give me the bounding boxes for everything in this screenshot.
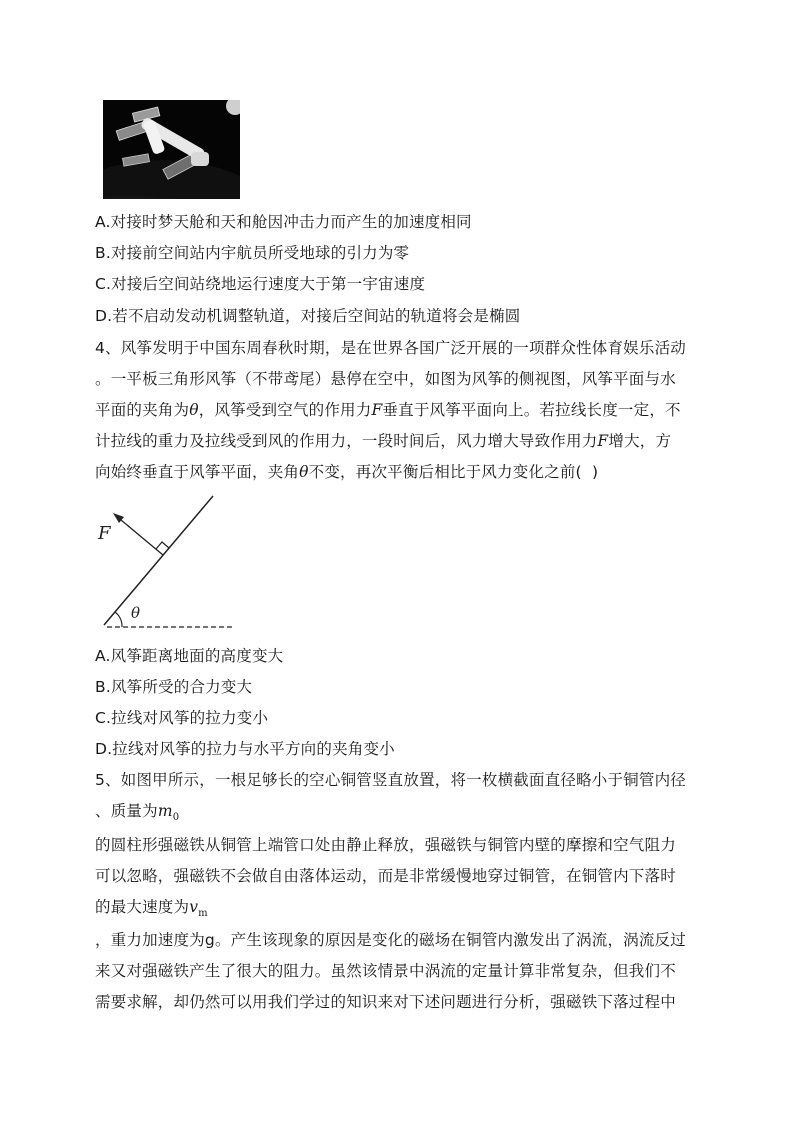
kite-diagram xyxy=(95,490,245,635)
q5-text-line-2: 、质量为$m_0$ xyxy=(95,802,180,824)
force-symbol: F xyxy=(597,432,609,450)
space-station-photo xyxy=(103,100,240,199)
option-d-q4: D.拉线对风筝的拉力与水平方向的夹角变小 xyxy=(95,740,395,758)
q5-text-line-3: 的圆柱形强磁铁从铜管上端管口处由静止释放，强磁铁与铜管内壁的摩擦和空气阻力 xyxy=(95,836,676,854)
option-c-q4: C.拉线对风筝的拉力变小 xyxy=(95,709,269,727)
kite-plane-line xyxy=(104,496,213,625)
right-angle-mark xyxy=(156,542,169,549)
q5-text-line-4: 可以忽略，强磁铁不会做自由落体运动，而是非常缓慢地穿过铜管，在铜管内下落时 xyxy=(95,867,676,885)
option-d-q3: D.若不启动发动机调整轨道，对接后空间站的轨道将会是椭圆 xyxy=(95,307,521,325)
space-station-image xyxy=(103,100,240,199)
q5-text-line-5: 的最大速度为$v_m$ xyxy=(95,898,208,920)
option-b-q3: B.对接前空间站内宇航员所受地球的引力为零 xyxy=(95,244,410,262)
theta-symbol: θ xyxy=(299,463,309,481)
q5-text-line-8: 需要求解，却仍然可以用我们学过的知识来对下述问题进行分析，强磁铁下落过程中 xyxy=(95,993,676,1011)
angle-arc xyxy=(115,612,122,627)
force-label: F xyxy=(98,523,111,544)
force-symbol: F xyxy=(371,401,383,419)
kite-diagram-svg xyxy=(95,490,245,635)
option-a-q4: A.风筝距离地面的高度变大 xyxy=(95,647,284,665)
q4-text-line-2: 。一平板三角形风筝（不带鸢尾）悬停在空中，如图为风筝的侧视图，风筝平面与水 xyxy=(95,370,676,388)
q5-text-line-1: 5、如图甲所示，一根足够长的空心铜管竖直放置，将一枚横截面直径略小于铜管内径 xyxy=(95,771,686,789)
option-c-q3: C.对接后空间站绕地运行速度大于第一宇宙速度 xyxy=(95,275,426,293)
q4-text-line-4: 计拉线的重力及拉线受到风的作用力，一段时间后，风力增大导致作用力F增大，方 xyxy=(95,432,672,450)
q4-text-line-3: 平面的夹角为θ，风筝受到空气的作用力F垂直于风筝平面向上。若拉线长度一定，不 xyxy=(95,401,681,419)
velocity-symbol: $v_m$ xyxy=(189,898,208,920)
q4-text-line-5: 向始终垂直于风筝平面，夹角θ不变，再次平衡后相比于风力变化之前( ) xyxy=(95,463,599,481)
mass-symbol: $m_0$ xyxy=(157,802,180,824)
option-b-q4: B.风筝所受的合力变大 xyxy=(95,678,253,696)
q5-text-line-6: ，重力加速度为g。产生该现象的原因是变化的磁场在铜管内激发出了涡流，涡流反过 xyxy=(95,931,686,949)
option-a-q3: A.对接时梦天舱和天和舱因冲击力而产生的加速度相同 xyxy=(95,213,472,231)
q5-text-line-7: 来又对强磁铁产生了很大的阻力。虽然该情景中涡流的定量计算非常复杂，但我们不 xyxy=(95,962,676,980)
theta-symbol: θ xyxy=(189,401,199,419)
angle-label: θ xyxy=(131,604,141,622)
force-arrow xyxy=(115,515,163,555)
q4-text-line-1: 4、风筝发明于中国东周春秋时期，是在世界各国广泛开展的一项群众性体育娱乐活动 xyxy=(95,339,686,357)
